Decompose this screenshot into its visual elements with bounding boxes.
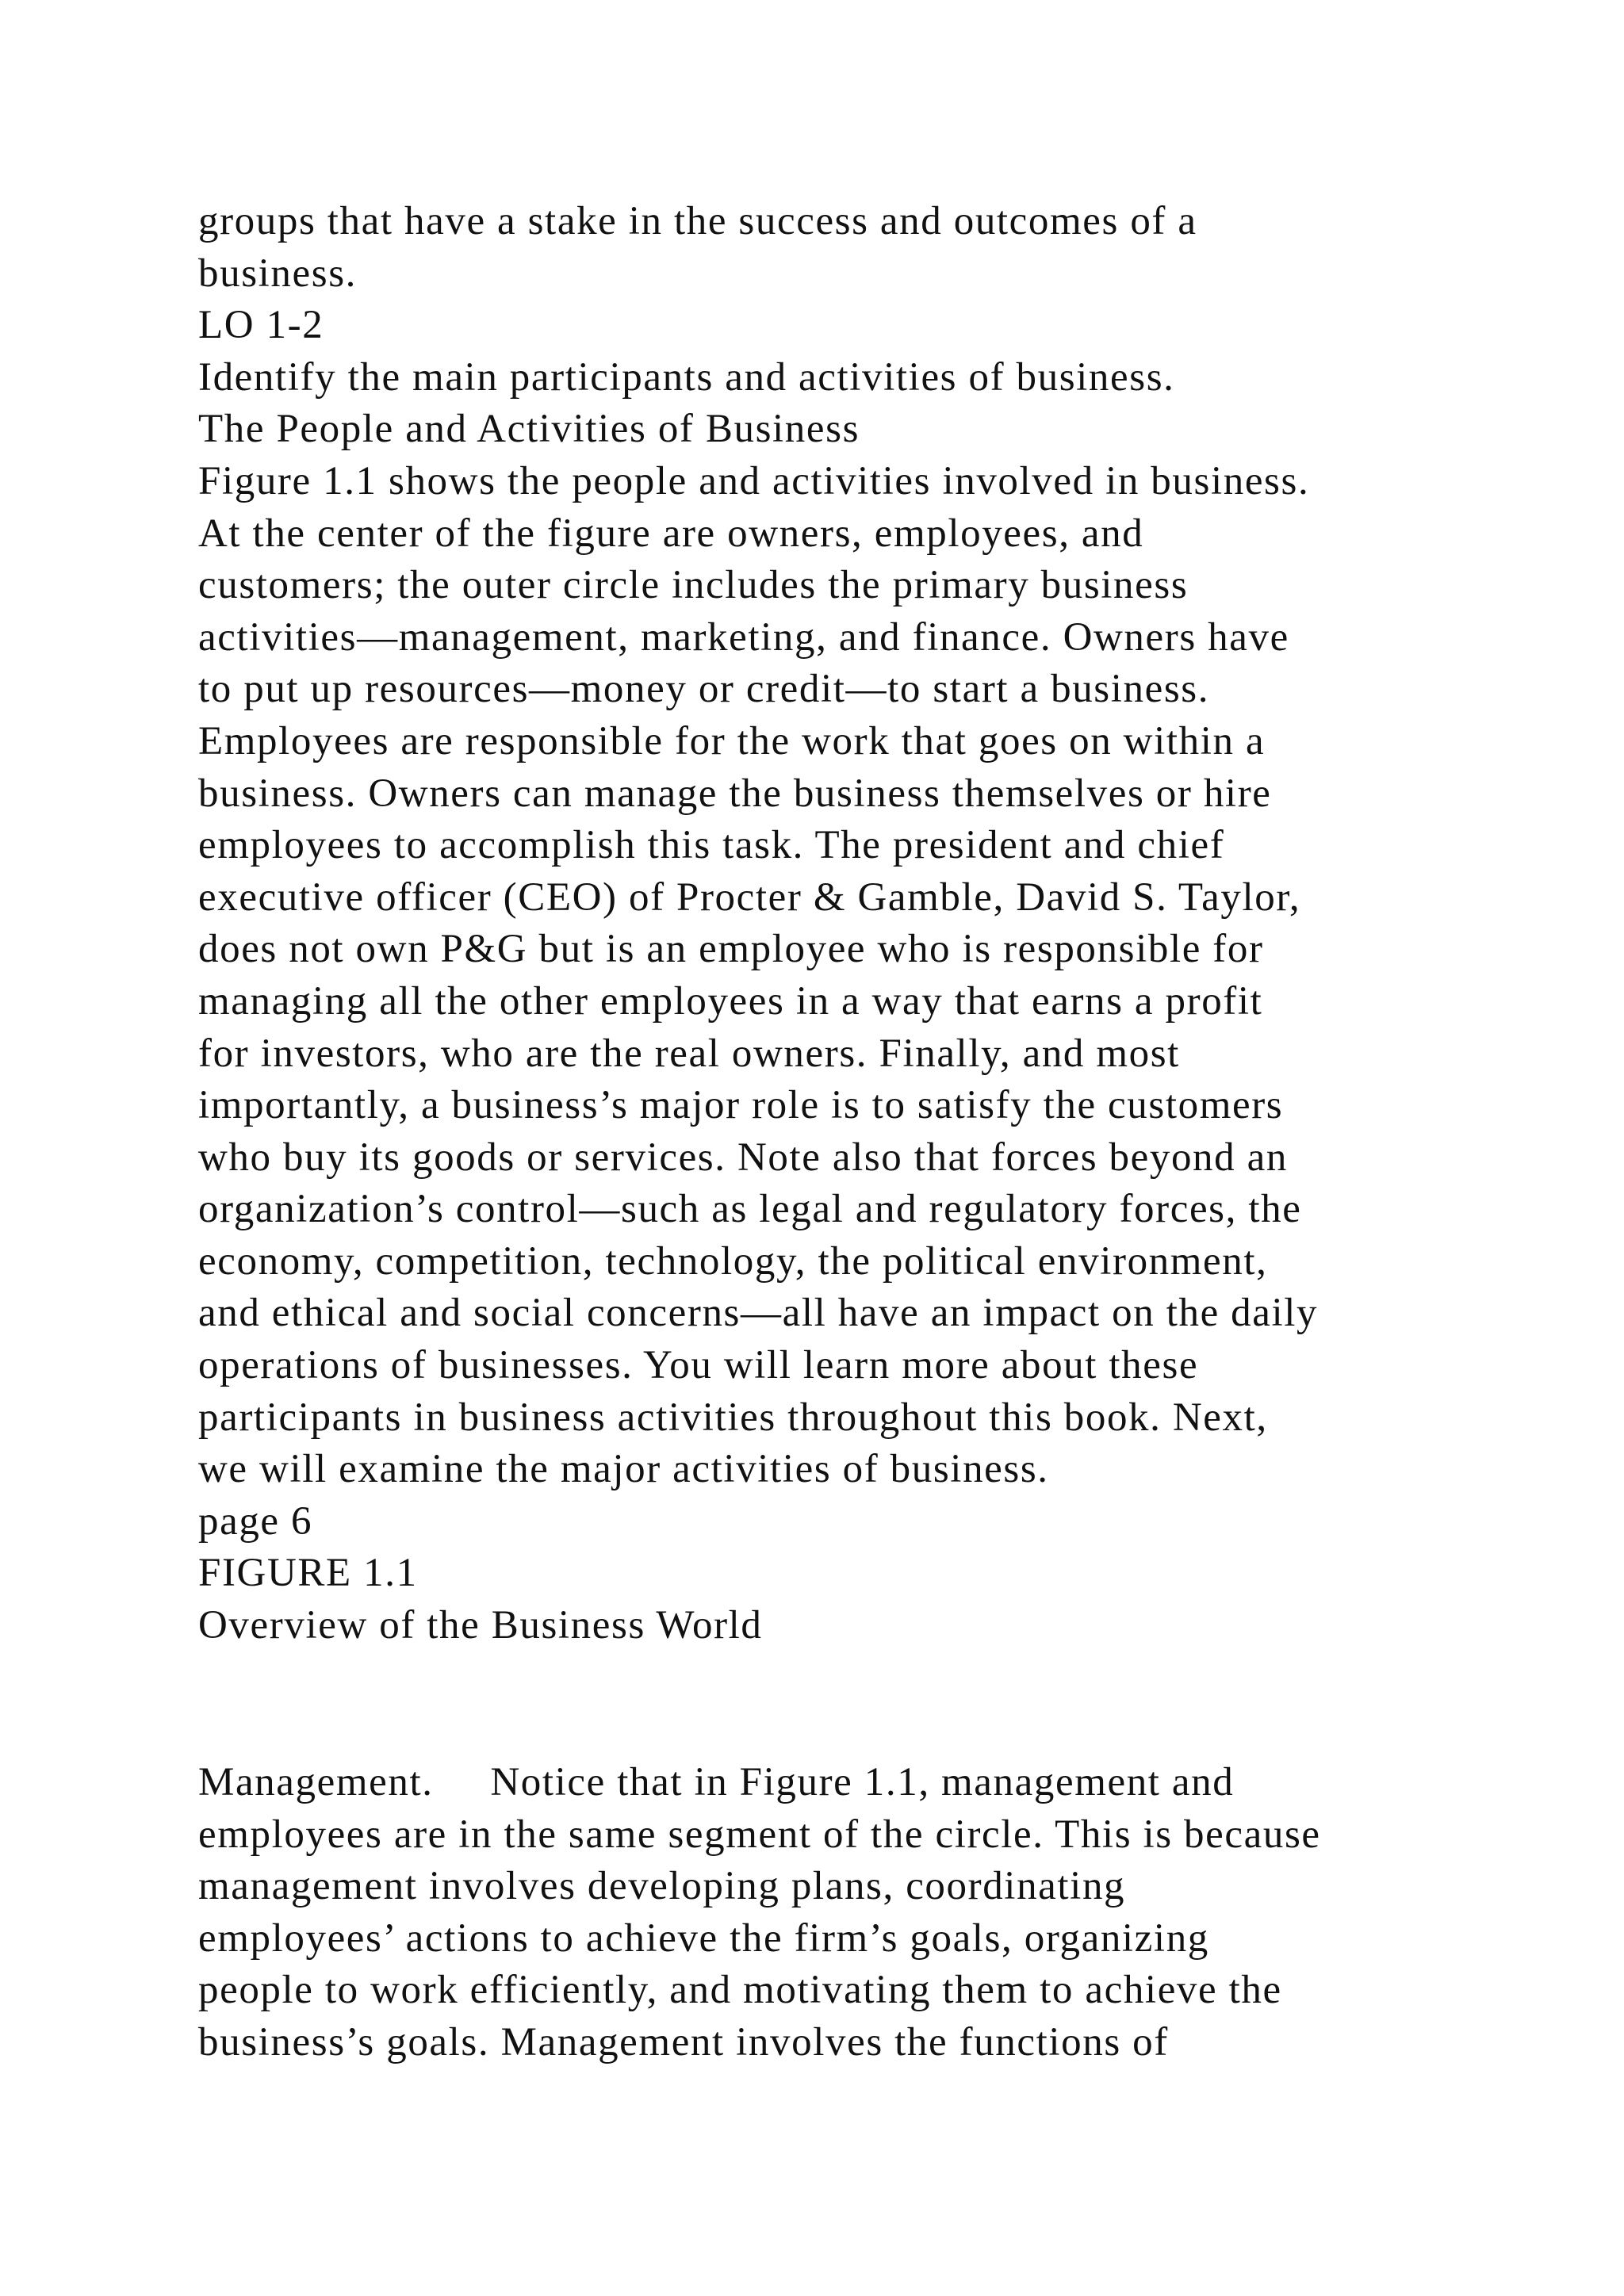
text-line: organization’s control—such as legal and regulatory forces, the bbox=[198, 1187, 1302, 1232]
text-line: groups that have a stake in the success and outcomes of a bbox=[198, 199, 1197, 243]
text-line: executive officer (CEO) of Procter & Gamble, David S. Taylor, bbox=[198, 874, 1301, 920]
page-number-marker: page 6 bbox=[198, 1498, 313, 1544]
body-text-block-bottom bbox=[198, 1757, 1515, 2069]
text-line: At the center of the figure are owners, employees, and bbox=[198, 511, 1144, 556]
text-line: Employees are responsible for the work that goes on within a bbox=[198, 718, 1266, 763]
figure-caption: Overview of the Business World bbox=[198, 1603, 763, 1648]
text-line: employees’ actions to achieve the firm’s goals, organizing bbox=[198, 1915, 1209, 1961]
text-line: management involves developing plans, coordinating bbox=[198, 1864, 1126, 1909]
text-line: we will examine the major activities of business. bbox=[198, 1447, 1049, 1492]
text-line: employees to accomplish this task. The president and chief bbox=[198, 823, 1225, 868]
text-line: business. Owners can manage the business themselves or hire bbox=[198, 771, 1272, 816]
text-line: to put up resources—money or credit—to start a business. bbox=[198, 667, 1210, 712]
text-line: people to work efficiently, and motivating them to achieve the bbox=[198, 1968, 1282, 2013]
text-line: customers; the outer circle includes the primary business bbox=[198, 563, 1189, 608]
text-line: managing all the other employees in a way that earns a profit bbox=[198, 978, 1263, 1024]
body-text-block-top bbox=[198, 196, 1515, 1652]
text-line: business’s goals. Management involves the functions of bbox=[198, 2019, 1169, 2064]
figure-label: FIGURE 1.1 bbox=[198, 1551, 418, 1596]
text-line: does not own P&G but is an employee who is responsible for bbox=[198, 927, 1264, 972]
text-line: and ethical and social concerns—all have an impact on the daily bbox=[198, 1291, 1319, 1336]
text-line: who buy its goods or services. Note also that forces beyond an bbox=[198, 1135, 1288, 1180]
text-line: Figure 1.1 shows the people and activities involved in business. bbox=[198, 458, 1310, 503]
text-line: importantly, a business’s major role is to satisfy the customers bbox=[198, 1083, 1284, 1128]
text-line: activities—management, marketing, and finance. Owners have bbox=[198, 614, 1289, 660]
text-line: operations of businesses. You will learn more about these bbox=[198, 1343, 1199, 1388]
text-line: for investors, who are the real owners. Finally, and most bbox=[198, 1031, 1180, 1076]
management-paragraph-line: Management. Notice that in Figure 1.1, management and bbox=[198, 1760, 1235, 1804]
learning-objective-text: Identify the main participants and activities of business. bbox=[198, 354, 1175, 400]
text-line: economy, competition, technology, the political environment, bbox=[198, 1238, 1268, 1284]
text-line: participants in business activities throughout this book. Next, bbox=[198, 1395, 1268, 1440]
text-line: business. bbox=[198, 251, 357, 296]
section-heading: The People and Activities of Business bbox=[198, 407, 860, 452]
learning-objective-code: LO 1-2 bbox=[198, 303, 324, 348]
text-line: employees are in the same segment of the circle. This is because bbox=[198, 1812, 1321, 1857]
